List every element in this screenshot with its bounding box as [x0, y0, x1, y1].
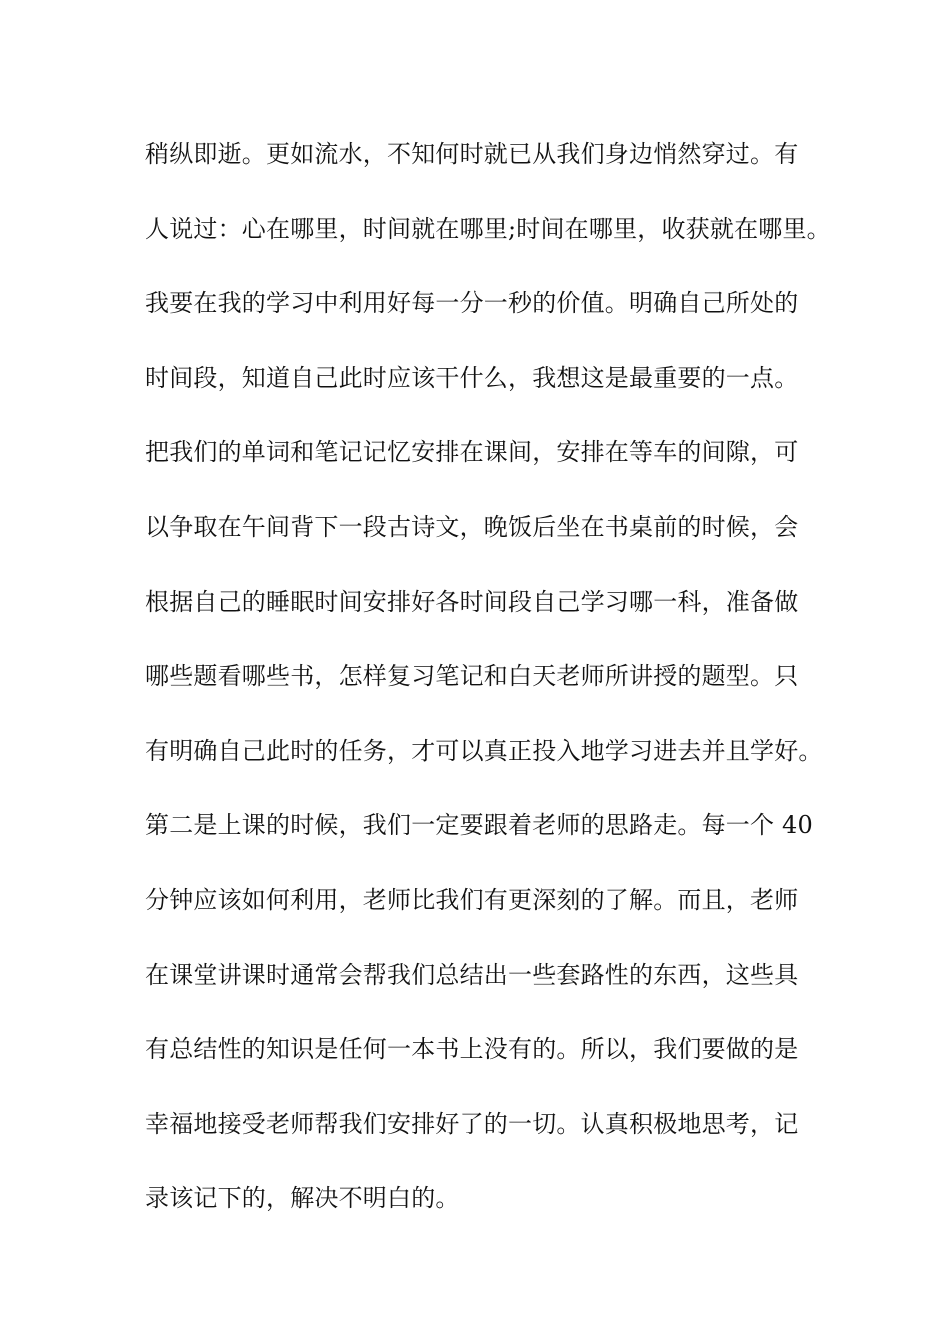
text-line: 录该记下的，解决不明白的。: [145, 1184, 460, 1213]
text-line: 稍纵即逝。更如流水，不知何时就已从我们身边悄然穿过。有: [145, 140, 799, 168]
text-line: 人说过：心在哪里，时间就在哪里;时间在哪里，收获就在哪里。: [145, 214, 831, 243]
body-text: [145, 134, 831, 1253]
text-line: 分钟应该如何利用，老师比我们有更深刻的了解。而且，老师: [145, 885, 799, 914]
text-line: 时间段，知道自己此时应该干什么，我想这是最重要的一点。: [145, 363, 799, 392]
text-line: 在课堂讲课时通常会帮我们总结出一些套路性的东西，这些具: [145, 960, 799, 989]
text-line: 有总结性的知识是任何一本书上没有的。所以，我们要做的是: [145, 1035, 799, 1064]
text-line: 根据自己的睡眠时间安排好各时间段自己学习哪一科，准备做: [145, 587, 799, 616]
text-line: 把我们的单词和笔记记忆安排在课间，安排在等车的间隙，可: [145, 438, 799, 467]
text-line: 有明确自己此时的任务，才可以真正投入地学习进去并且学好。: [145, 736, 823, 765]
text-line: 第二是上课的时候，我们一定要跟着老师的思路走。每一个 40: [145, 811, 813, 840]
text-line: 以争取在午间背下一段古诗文，晚饭后坐在书桌前的时候，会: [145, 512, 799, 541]
text-line: 我要在我的学习中利用好每一分一秒的价值。明确自己所处的: [145, 289, 799, 318]
text-line: 哪些题看哪些书，怎样复习笔记和白天老师所讲授的题型。只: [145, 662, 799, 691]
text-line: 幸福地接受老师帮我们安排好了的一切。认真积极地思考，记: [145, 1109, 799, 1138]
